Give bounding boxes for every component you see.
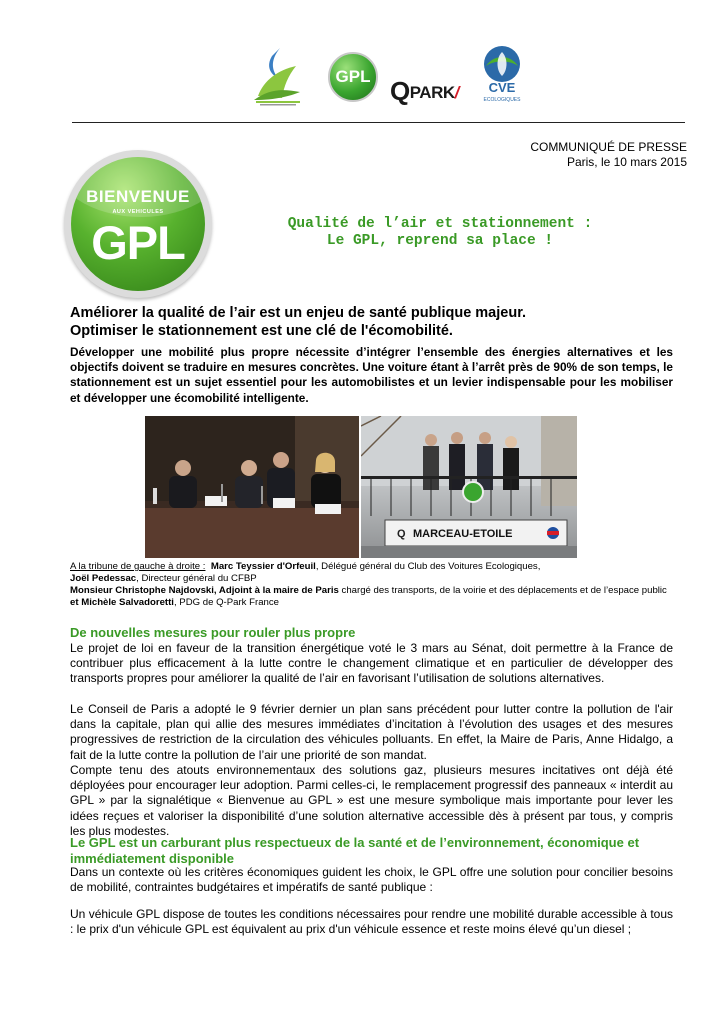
lead-line2: Optimiser le stationnement est une clé de l'écomobilité. [70, 323, 453, 339]
section2-title-line1: Le GPL est un carburant plus respectueux de la santé et de l’environnement, économique et [70, 835, 640, 850]
caption-role4: , PDG de Q-Park France [173, 597, 279, 608]
section2-title-line2: immédiatement disponible [70, 851, 234, 866]
cve-logo-text: CVE [488, 80, 516, 95]
caption-role1: , Délégué général du Club des Voitures Ecologiques, [315, 561, 541, 572]
badge-line2: AUX VEHICULES [112, 209, 164, 215]
bienvenue-gpl-badge [64, 150, 212, 298]
panel-scene-icon [145, 416, 359, 558]
section1-paragraph1: Le projet de loi en faveur de la transition énergétique voté le 3 mars au Sénat, doit permettre à la France de contribuer plus efficacement à la lutte contre le changement climatique et en particulier de développer des transports propres pour améliorer la qualité de l’air en favorisant l’utilisation de solutions alternatives. [70, 641, 673, 686]
press-conference-photo [145, 416, 359, 558]
qpark-logo-icon: QPARK/ [390, 76, 459, 106]
cve-logo-subtext: ECOLOGIQUES [483, 97, 521, 103]
qpark-marceau-photo [361, 416, 577, 558]
caption-person1: Marc Teyssier d'Orfeuil [210, 561, 316, 572]
lead-line1: Améliorer la qualité de l’air est un enjeu de santé publique majeur. [70, 305, 527, 321]
section2-paragraph2: Un véhicule GPL dispose de toutes les conditions nécessaires pour rendre une mobilité durable accessible à tous : le prix d'un véhicule GPL est équivalent au prix d'un véhicule essence et reste moins élevé qu’un diesel ; [70, 907, 673, 937]
press-label: COMMUNIQUÉ DE PRESSE [530, 140, 687, 154]
photo-caption [70, 561, 690, 609]
partner-logos [250, 40, 530, 110]
qpark-logo-text: PARK [409, 83, 455, 102]
press-date: Paris, le 10 mars 2015 [566, 155, 687, 169]
headline [240, 216, 640, 250]
caption-role2: , Directeur général du CFBP [136, 573, 257, 584]
badge-line1: BIENVENUE [86, 187, 190, 206]
press-header [530, 140, 687, 170]
headline-line2: Le GPL, reprend sa place ! [326, 233, 554, 249]
section2-paragraph1: Dans un contexte où les critères économiques guident les choix, le GPL offre une solution pour concilier besoins de mobilité, contraintes budgétaires et impératifs de santé publique : [70, 865, 673, 895]
cfbp-logo-icon [250, 44, 306, 106]
caption-role3: chargé des transports, de la voirie et des déplacements et de l’espace public [338, 585, 667, 596]
section1-title: De nouvelles mesures pour rouler plus propre [70, 625, 356, 640]
section1-paragraph2: Le Conseil de Paris a adopté le 9 février dernier un plan sans précédent pour lutter contre la pollution de l'air dans la capitale, plan qui allie des mesures immédiates d’incitation à l’évolution des usages et des mesures progressives de restriction de la circulation des véhicules polluants. En effet, la Maire de Paris, Anne Hidalgo, a fait de la lutte contre la pollution de l’air une priorité de son mandat. [70, 702, 673, 762]
parking-sign-text: MARCEAU-ETOILE [413, 528, 513, 540]
caption-lead: A la tribune de gauche à droite : [70, 561, 206, 572]
lead-statement [70, 304, 690, 340]
intro-paragraph: Développer une mobilité plus propre nécessite d’intégrer l’ensemble des énergies alternatives et les objectifs doivent se traduire en mesures concrètes. Une voiture étant à l’arrêt près de 90% de son temps, le stationnement est un sujet essentiel pour les automobilistes et un levier indispensable pour les mobiliser et développer une écomobilité intelligente. [70, 345, 673, 405]
caption-person4: et Michèle Salvadoretti [70, 597, 174, 608]
caption-person2: Joël Pedessac [70, 573, 137, 584]
headline-line1: Qualité de l’air et stationnement : [287, 216, 593, 232]
badge-line3: GPL [91, 216, 185, 269]
section2-title [70, 835, 680, 867]
svg-text:Q: Q [397, 528, 406, 540]
gpl-logo-icon [328, 52, 378, 102]
gpl-logo-text: GPL [335, 67, 371, 86]
parking-scene-icon [361, 416, 577, 558]
cve-logo-icon [480, 44, 524, 106]
section1-paragraph3: Compte tenu des atouts environnementaux des solutions gaz, plusieurs mesures incitatives ont déjà été déployées pour encourager leur adoption. Parmi celles-ci, le remplacement progressif des panneaux « interdit au GPL » par la signalétique « Bienvenue au GPL » est une mesure symbolique mais importante pour lever les idées reçues et valoriser la disponibilité d’une solution alternative accessible dès à présent par tous, y compris les plus modestes. [70, 763, 673, 838]
header-divider [72, 122, 685, 123]
caption-person3: Monsieur Christophe Najdovski, Adjoint à la maire de Paris [70, 585, 339, 596]
